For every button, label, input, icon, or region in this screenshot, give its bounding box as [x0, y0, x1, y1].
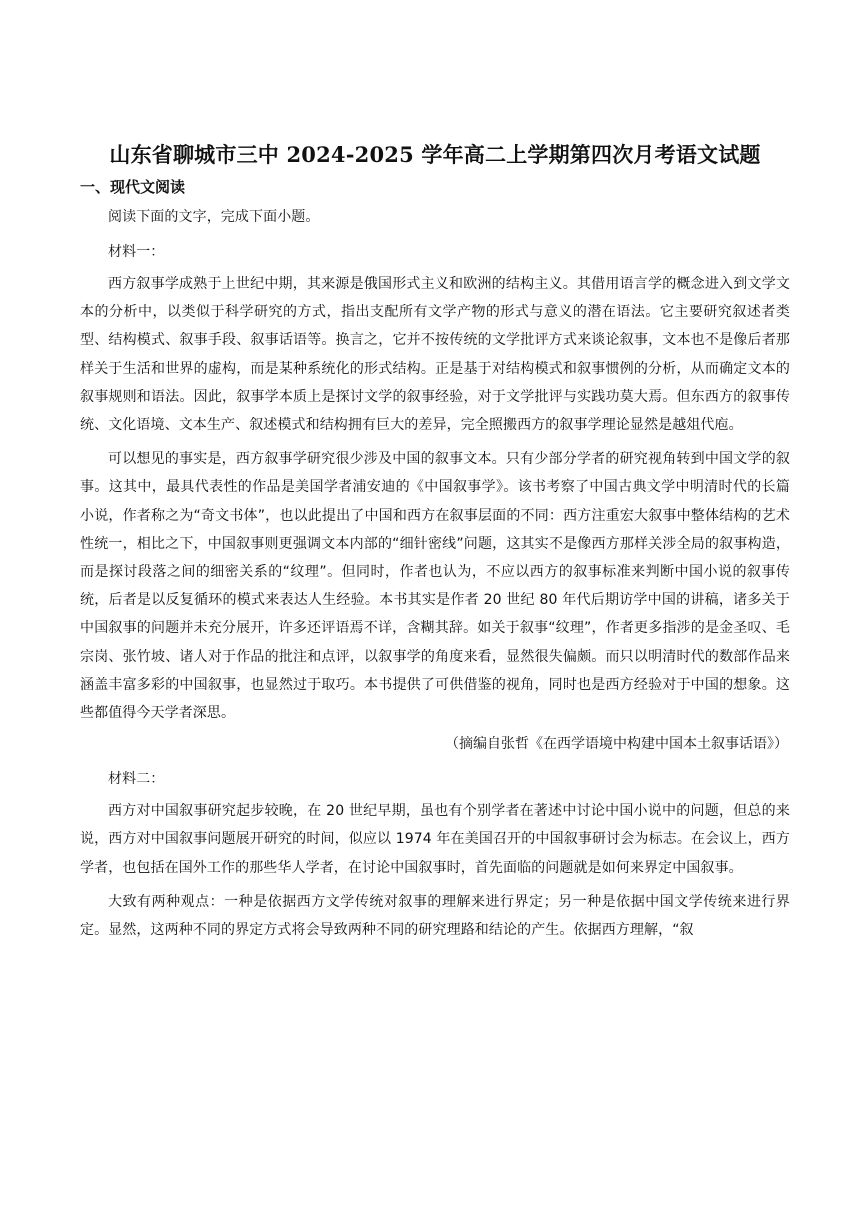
material-two-label: 材料二： [108, 771, 165, 788]
section-heading: 一、现代文阅读 [80, 178, 186, 196]
material-one-label: 材料一： [108, 244, 165, 260]
document-title: 山东省聊城市三中 2024-2025 学年高二上学期第四次月考语文试题 [109, 142, 761, 167]
material-two-paragraph: 大致有两种观点：一种是依据西方文学传统对叙事的理解来进行界定；另一种是依据中国文学传统来进行界定。显然，这两种不同的界定方式将会导致两种不同的研究理路和结论的产生。依据西方理解，“叙 [80, 893, 790, 939]
material-two-paragraph: 西方对中国叙事研究起步较晚，在 20 世纪早期，虽也有个别学者在著述中讨论中国小说中的问题，但总的来说，西方对中国叙事问题展开研究的时间，似应以 1974 年在美国召开的中国叙事研讨会为标志。在会议上，西方学者，也包括在国外工作的那些华人学者，在讨论中国叙事时，首先面临的问题就是如何来界定中国叙事。 [80, 803, 790, 876]
material-one-paragraph: 可以想见的事实是，西方叙事学研究很少涉及中国的叙事文本。只有少部分学者的研究视角转到中国文学的叙事。这其中，最具代表性的作品是美国学者浦安迪的《中国叙事学》。该书考察了中国古典文学中明清时代的长篇小说，作者称之为“奇文书体”，也以此提出了中国和西方在叙事层面的不同：西方注重宏大叙事中整体结构的艺术性统一，相比之下，中国叙事则更强调文本内部的“细针密线”问题，这其实不是像西方那样关涉全局的叙事构造，而是探讨段落之间的细密关系的“纹理”。但同时，作者也认为，不应以西方的叙事标准来判断中国小说的叙事传统，后者是以反复循环的模式来表达人生经验。本书其实是作者 20 世纪 80 年代后期访学中国的讲稿，诸多关于中国叙事的问题并未充分展开，许多还评语焉不详，含糊其辞。如关于叙事“纹理”，作者更多指涉的是金圣叹、毛宗岗、张竹坡、诸人对于作品的批注和点评，以叙事学的角度来看，显然很失偏颇。而只以明清时代的数部作品来涵盖丰富多彩的中国叙事，也显然过于取巧。本书提供了可供借鉴的视角，同时也是西方经验对于中国的想象。这些都值得今天学者深思。 [80, 451, 790, 722]
citation: （摘编自张哲《在西学语境中构建中国本土叙事话语》） [445, 736, 788, 753]
reading-instruction: 阅读下面的文字，完成下面小题。 [108, 209, 320, 225]
material-one-paragraph: 西方叙事学成熟于上世纪中期，其来源是俄国形式主义和欧洲的结构主义。其借用语言学的概念进入到文学文本的分析中，以类似于科学研究的方式，指出支配所有文学产物的形式与意义的潜在语法。它主要研究叙述者类型、结构模式、叙事手段、叙事话语等。换言之，它并不按传统的文学批评方式来谈论叙事，文本也不是像后者那样关于生活和世界的虚构，而是某种系统化的形式结构。正是基于对结构模式和叙事惯例的分析，从而确定文本的叙事规则和语法。因此，叙事学本质上是探讨文学的叙事经验，对于文学批评与实践功莫大焉。但东西方的叙事传统、文化语境、文本生产、叙述模式和结构拥有巨大的差异，完全照搬西方的叙事学理论显然是越俎代庖。 [80, 276, 790, 434]
